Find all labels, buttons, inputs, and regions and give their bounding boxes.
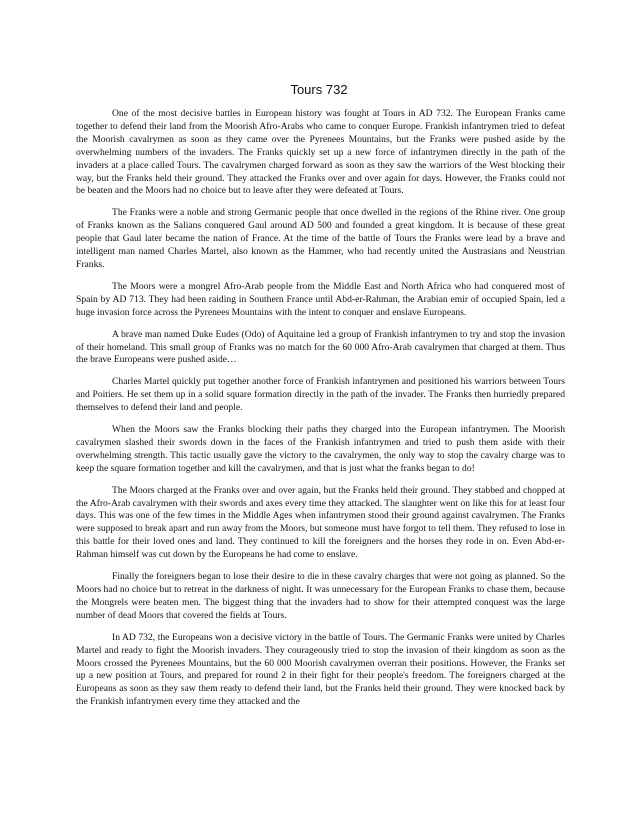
paragraph: Finally the foreigners began to lose their desire to die in these cavalry charges that were not going as planned. So the Moors had no choice but to retreat in the darkness of night. It was unnecessary for the European Franks to chase them, because the Mongrels were beaten men. The biggest thing that the invaders had to show for their attempted conquest was the large number of dead Moors that covered the fields at Tours. (76, 571, 565, 621)
paragraph: The Moors charged at the Franks over and over again, but the Franks held their ground. They stabbed and chopped at the Afro-Arab cavalrymen with their swords and axes every time they attacked. The slaughter went on like this for at least four days. This was one of the few times in the Middle Ages when infantrymen stood their ground against cavalrymen. The Franks were supposed to break apart and run away from the Moors, but someone must have forgot to tell them. They refused to lose in this battle for their loved ones and land. They continued to kill the foreigners and the horses they rode in on. Even Abd-er-Rahman himself was cut down by the Europeans he had come to enslave. (76, 484, 565, 561)
paragraph: In AD 732, the Europeans won a decisive victory in the battle of Tours. The Germanic Franks were united by Charles Martel and ready to fight the Moorish invaders. They courageously tried to stop the invasion of their kingdom as soon as the Moors crossed the Pyrenees Mountains, but the 60 000 Moorish cavalrymen overran their positions. However, the Franks set up a new position at Tours, and prepared for round 2 in their fight for their people's freedom. The foreigners charged at the Europeans as soon as they saw them ready to defend their land, but the Franks held their ground. They were knocked back by the Frankish infantrymen every time they attacked and the (76, 631, 565, 708)
page-title: Tours 732 (290, 82, 348, 97)
paragraph: When the Moors saw the Franks blocking their paths they charged into the European infantrymen. The Moorish cavalrymen slashed their swords down in the faces of the Frankish infantrymen and tried to push them aside with their overwhelming strength. This tactic usually gave the victory to the cavalrymen, the only way to stop the cavalry charge was to keep the square formation together and kill the cavalrymen, and that is just what the franks began to do! (76, 424, 565, 474)
document-body (76, 108, 565, 718)
paragraph: The Moors were a mongrel Afro-Arab people from the Middle East and North Africa who had conquered most of Spain by AD 713. They had been raiding in Southern France until Abd-er-Rahman, the Arabian emir of occupied Spain, led a huge invasion force across the Pyrenees Mountains with the intent to conquer and enslave Europeans. (76, 280, 565, 318)
paragraph: The Franks were a noble and strong Germanic people that once dwelled in the regions of the Rhine river. One group of Franks known as the Salians conquered Gaul around AD 500 and founded a great kingdom. It is because of these great people that Gaul later became the nation of France. At the time of the battle of Tours the Franks were lead by a brave and intelligent man named Charles Martel, also known as the Hammer, who had recently united the Austrasians and Neustrian Franks. (76, 207, 565, 270)
paragraph: A brave man named Duke Eudes (Odo) of Aquitaine led a group of Frankish infantrymen to try and stop the invasion of their homeland. This small group of Franks was no match for the 60 000 Afro-Arab cavalrymen that charged at them. Thus the brave Europeans were pushed aside… (76, 328, 565, 366)
paragraph: One of the most decisive battles in European history was fought at Tours in AD 732. The European Franks came together to defend their land from the Moorish Afro-Arabs who came to conquer Europe. Frankish infantrymen tried to defeat the Moorish cavalrymen as soon as they came over the Pyrenees Mountains, but the Franks were pushed aside by the overwhelming numbers of the invaders. The Franks quickly set up a new force of infantrymen directly in the path of the invaders at a place called Tours. The cavalrymen charged forward as soon as they saw the warriors of the West blocking their way, but the Franks held their ground. They attacked the Franks over and over again for days. However, the Franks could not be beaten and the Moors had no choice but to leave after they were defeated at Tours. (76, 108, 565, 197)
paragraph: Charles Martel quickly put together another force of Frankish infantrymen and positioned his warriors between Tours and Poitiers. He set them up in a solid square formation directly in the path of the invader. The Franks then hurriedly prepared themselves to defend their land and people. (76, 376, 565, 414)
